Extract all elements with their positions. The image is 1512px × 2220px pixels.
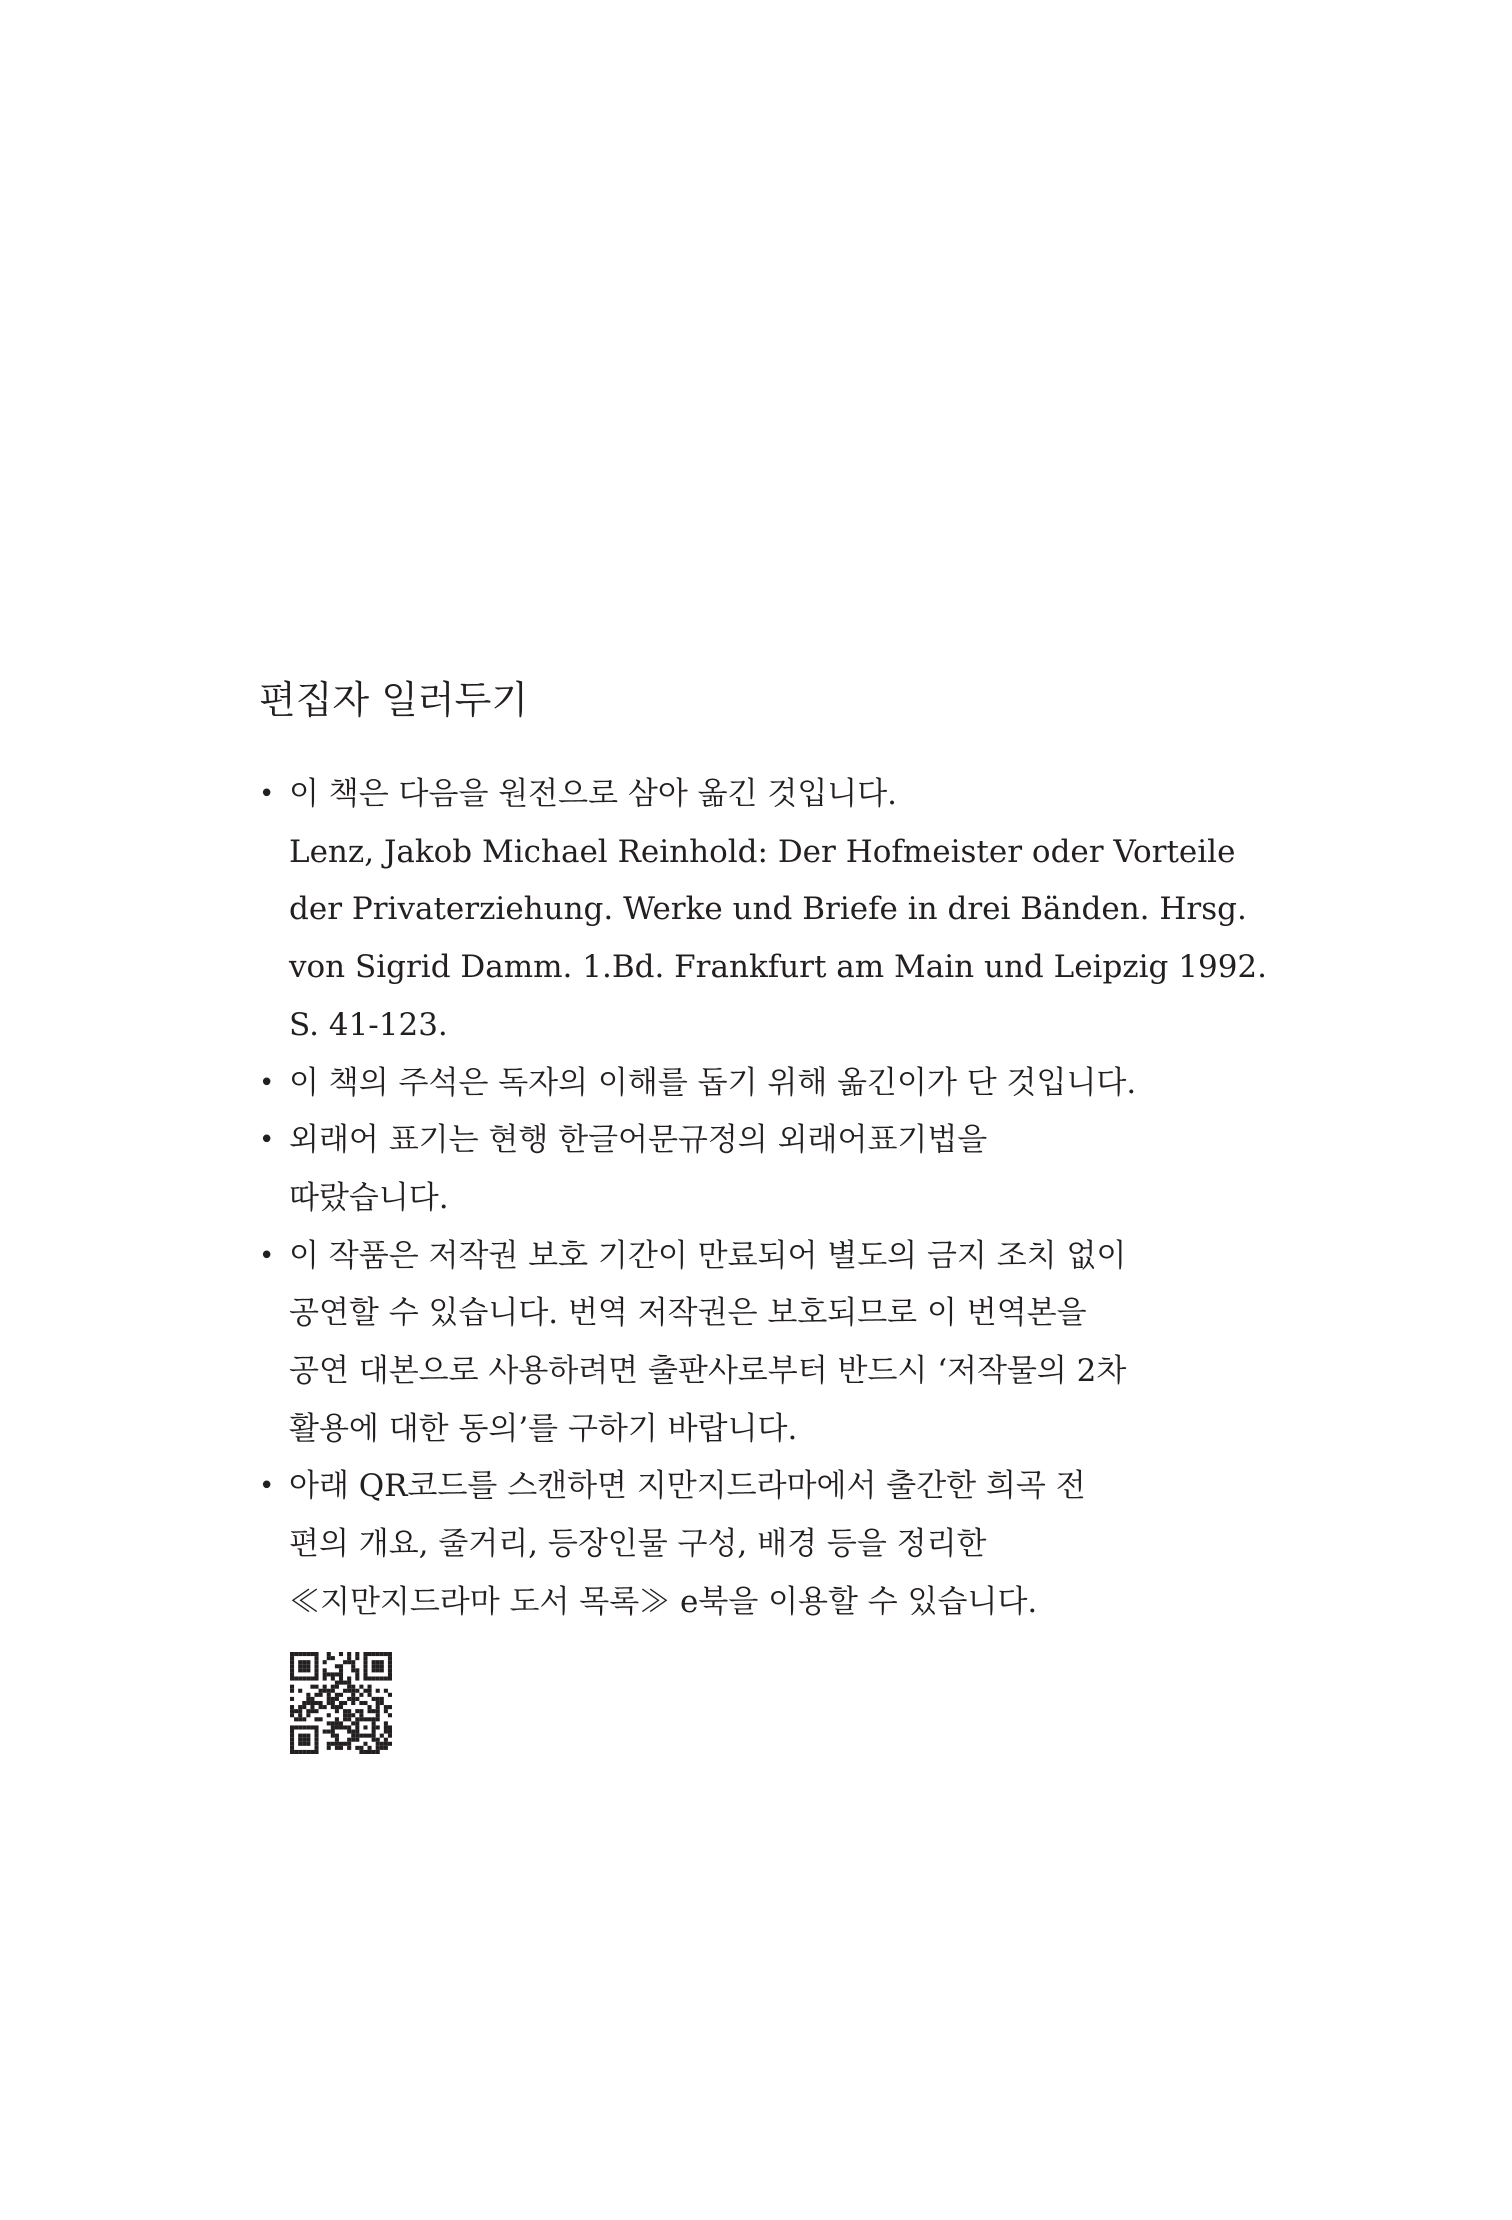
note-item-copyright xyxy=(259,1228,1267,1459)
note-item-transliteration xyxy=(259,1112,1267,1227)
note-line: 편의 개요, 줄거리, 등장인물 구성, 배경 등을 정리한 xyxy=(289,1526,987,1563)
notes-list xyxy=(259,766,1267,1632)
qr-code-icon xyxy=(290,1652,392,1754)
source-citation-line: der Privaterziehung. Werke und Briefe in drei Bänden. Hrsg. xyxy=(289,891,1247,928)
note-line: 이 책의 주석은 독자의 이해를 돕기 위해 옮긴이가 단 것입니다. xyxy=(289,1064,1137,1101)
page-title: 편집자 일러두기 xyxy=(259,678,529,722)
note-line: 이 작품은 저작권 보호 기간이 만료되어 별도의 금지 조치 없이 xyxy=(289,1237,1127,1274)
note-line: ≪지만지드라마 도서 목록≫ e북을 이용할 수 있습니다. xyxy=(289,1583,1038,1620)
bullet: • xyxy=(259,1067,275,1098)
note-line: 아래 QR코드를 스캔하면 지만지드라마에서 출간한 희곡 전 xyxy=(289,1468,1086,1505)
bullet: • xyxy=(259,1125,275,1156)
note-line: 외래어 표기는 현행 한글어문규정의 외래어표기법을 xyxy=(289,1122,988,1159)
note-item-qr-catalog xyxy=(259,1458,1267,1631)
source-citation-line: S. 41-123. xyxy=(289,1006,448,1043)
note-line: 활용에 대한 동의’를 구하기 바랍니다. xyxy=(289,1410,798,1447)
note-line: 공연할 수 있습니다. 번역 저작권은 보호되므로 이 번역본을 xyxy=(289,1295,1087,1332)
note-line: 이 책은 다음을 원전으로 삼아 옮긴 것입니다. xyxy=(289,776,898,812)
bullet: • xyxy=(259,779,275,809)
source-citation-line: Lenz, Jakob Michael Reinhold: Der Hofmeister oder Vorteile xyxy=(289,833,1236,870)
note-line: 따랐습니다. xyxy=(289,1179,449,1216)
bullet: • xyxy=(259,1240,275,1271)
qr-modules xyxy=(290,1652,392,1754)
bullet: • xyxy=(259,1471,275,1502)
note-item-source xyxy=(259,766,1267,1055)
note-line: 공연 대본으로 사용하려면 출판사로부터 반드시 ‘저작물의 2차 xyxy=(289,1353,1127,1390)
note-item-annotations xyxy=(259,1055,1267,1113)
source-citation-line: von Sigrid Damm. 1.Bd. Frankfurt am Main und Leipzig 1992. xyxy=(289,949,1267,986)
